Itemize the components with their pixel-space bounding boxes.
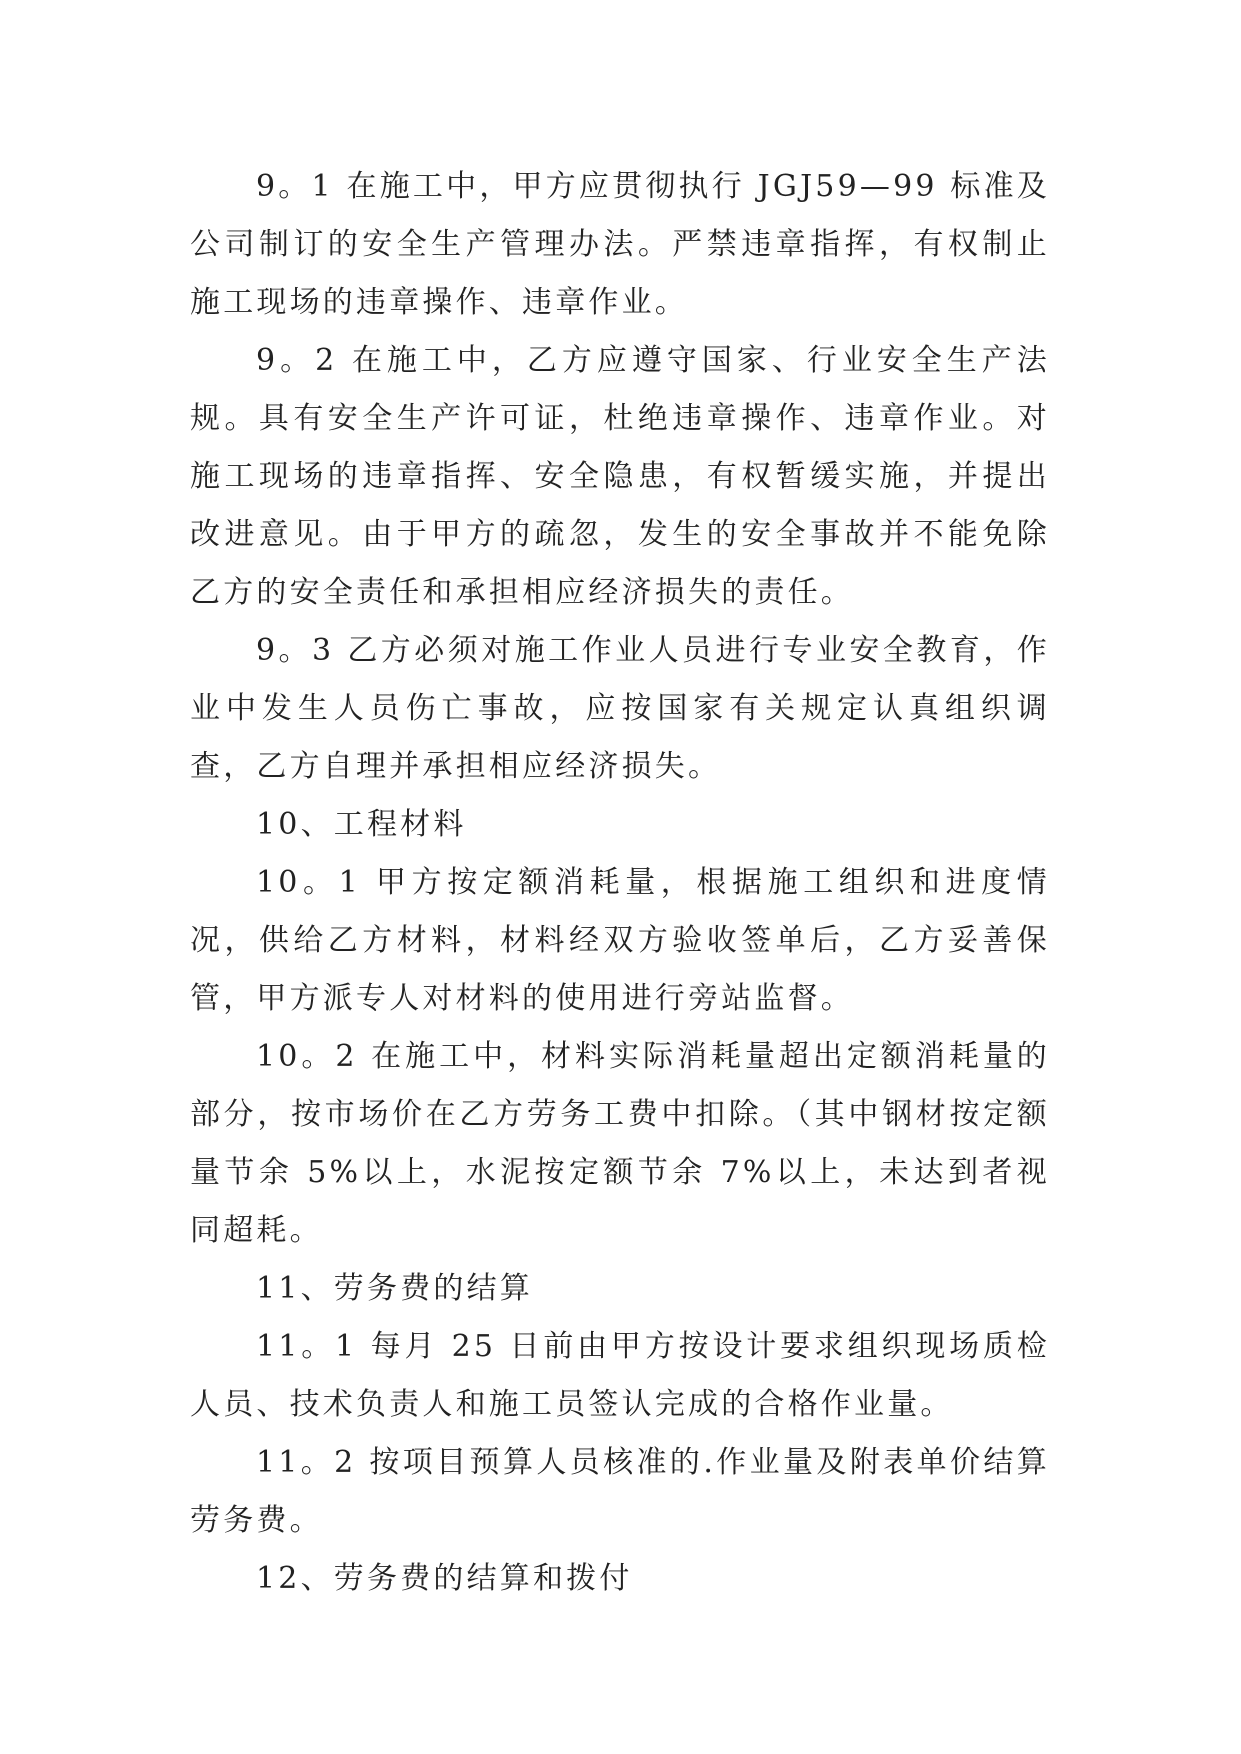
paragraph-11-2: 11。2 按项目预算人员核准的.作业量及附表单价结算劳务费。 <box>190 1445 1050 1538</box>
paragraph-11-1: 11。1 每月 25 日前由甲方按设计要求组织现场质检人员、技术负责人和施工员签认完成的合格作业量。 <box>190 1329 1050 1422</box>
heading-10: 10、工程材料 <box>256 807 467 842</box>
paragraph-10-1: 10。1 甲方按定额消耗量，根据施工组织和进度情况，供给乙方材料，材料经双方验收签单后，乙方妥善保管，甲方派专人对材料的使用进行旁站监督。 <box>190 865 1050 1016</box>
paragraph-10-2: 10。2 在施工中，材料实际消耗量超出定额消耗量的部分，按市场价在乙方劳务工费中扣除。（其中钢材按定额量节余 5%以上，水泥按定额节余 7%以上，未达到者视同超耗。 <box>190 1039 1050 1248</box>
document-body <box>190 158 1050 1608</box>
paragraph-9-1: 9。1 在施工中，甲方应贯彻执行 JGJ59—99 标准及公司制订的安全生产管理办法。严禁违章指挥，有权制止施工现场的违章操作、违章作业。 <box>190 169 1050 320</box>
heading-11: 11、劳务费的结算 <box>256 1271 533 1306</box>
heading-12: 12、劳务费的结算和拨付 <box>256 1561 633 1596</box>
paragraph-9-2: 9。2 在施工中，乙方应遵守国家、行业安全生产法规。具有安全生产许可证，杜绝违章操作、违章作业。对施工现场的违章指挥、安全隐患，有权暂缓实施，并提出改进意见。由于甲方的疏忽，发生的安全事故并不能免除乙方的安全责任和承担相应经济损失的责任。 <box>190 343 1050 610</box>
paragraph-9-3: 9。3 乙方必须对施工作业人员进行专业安全教育，作业中发生人员伤亡事故，应按国家有关规定认真组织调查，乙方自理并承担相应经济损失。 <box>190 633 1050 784</box>
